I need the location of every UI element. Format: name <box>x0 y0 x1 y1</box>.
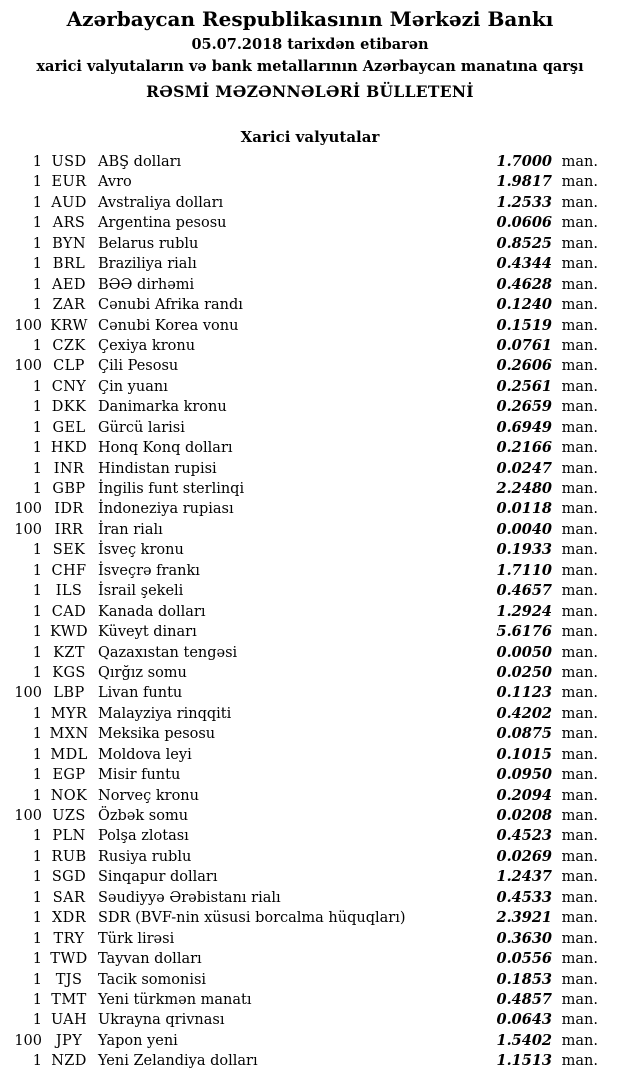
currency-code: SEK <box>52 542 86 559</box>
currency-name: Türk lirəsi <box>98 930 175 947</box>
currency-quantity: 1 <box>32 951 42 968</box>
rate-unit-label: man. <box>561 603 598 620</box>
rate-row-tmt <box>0 990 620 1010</box>
currency-code: UZS <box>52 808 86 824</box>
rate-value: 0.4533 <box>496 888 552 906</box>
rate-row-ils <box>0 581 620 601</box>
rate-unit-label: man. <box>561 848 598 865</box>
currency-quantity: 1 <box>32 828 42 845</box>
currency-name: Norveç kronu <box>98 787 199 804</box>
currency-name: Avro <box>98 174 132 191</box>
rate-row-cny <box>0 377 620 397</box>
rate-row-brl <box>0 254 620 274</box>
currency-name: Çili Pesosu <box>98 358 179 375</box>
rate-row-jpy <box>0 1031 620 1051</box>
rate-value: 0.0118 <box>496 500 552 518</box>
currency-code: KRW <box>50 317 88 334</box>
currency-quantity: 1 <box>32 1012 42 1029</box>
currency-code: ZAR <box>52 297 86 314</box>
rate-unit-label: man. <box>561 378 598 395</box>
bulletin-subtitle: xarici valyutaların və bank metallarının Azərbaycan manatına qarşı <box>36 58 584 75</box>
rate-row-usd <box>0 152 620 172</box>
currency-code: GEL <box>52 419 86 436</box>
currency-quantity: 1 <box>32 419 42 436</box>
rate-value: 0.0269 <box>496 847 552 865</box>
currency-name: Yapon yeni <box>98 1032 178 1049</box>
currency-name: Çin yuanı <box>98 378 168 395</box>
rate-unit-label: man. <box>561 930 598 947</box>
rate-value: 0.0761 <box>496 336 552 354</box>
rate-value: 0.4628 <box>496 275 552 293</box>
currency-name: Polşa zlotası <box>98 828 189 845</box>
rate-value: 0.0556 <box>496 950 552 968</box>
currency-quantity: 1 <box>32 726 42 743</box>
currency-quantity: 1 <box>32 194 42 211</box>
currency-code: DKK <box>51 399 87 416</box>
currency-name: Cənubi Korea vonu <box>98 317 239 334</box>
rate-row-cad <box>0 602 620 622</box>
currency-quantity: 1 <box>32 1053 42 1070</box>
currency-name: İsveç kronu <box>98 542 184 559</box>
rate-value: 0.4202 <box>496 704 552 722</box>
rate-value: 0.0250 <box>496 663 552 681</box>
bulletin-title: RƏSMİ MƏZƏNNƏLƏRİ BÜLLETENİ <box>146 82 474 101</box>
rate-unit-label: man. <box>561 481 598 497</box>
currency-quantity: 1 <box>32 297 42 314</box>
rate-unit-label: man. <box>561 726 598 743</box>
rate-row-hkd <box>0 438 620 458</box>
rate-value: 0.4344 <box>496 255 552 273</box>
rate-row-inr <box>0 459 620 479</box>
rate-value: 0.4523 <box>496 827 552 845</box>
rate-value: 2.2480 <box>496 480 552 497</box>
currency-name: Tayvan dolları <box>98 951 202 968</box>
currency-name: Cənubi Afrika randı <box>98 297 243 314</box>
currency-quantity: 1 <box>32 215 42 232</box>
currency-name: Belarus rublu <box>98 235 199 252</box>
currency-name: Misir funtu <box>98 767 181 784</box>
rate-row-xdr <box>0 908 620 928</box>
currency-quantity: 100 <box>14 1032 42 1049</box>
rate-unit-label: man. <box>561 889 598 906</box>
rate-row-rub <box>0 847 620 867</box>
currency-quantity: 100 <box>14 358 42 375</box>
currency-code: JPY <box>55 1032 83 1049</box>
currency-quantity: 100 <box>14 808 42 824</box>
currency-code: IRR <box>54 521 84 538</box>
rate-value: 5.6176 <box>496 623 552 641</box>
currency-name: Sinqapur dolları <box>98 869 218 886</box>
rate-value: 1.7110 <box>496 561 552 579</box>
currency-quantity: 1 <box>32 746 42 763</box>
currency-name: Qazaxıstan tengəsi <box>98 644 238 661</box>
rate-row-kgs <box>0 663 620 683</box>
rate-unit-label: man. <box>561 399 598 416</box>
currency-quantity: 1 <box>32 930 42 947</box>
rate-value: 1.7000 <box>496 153 552 170</box>
currency-quantity: 1 <box>32 889 42 906</box>
currency-quantity: 1 <box>32 971 42 988</box>
rate-row-mxn <box>0 724 620 744</box>
currency-code: ILS <box>55 583 83 600</box>
rate-unit-label: man. <box>561 562 598 579</box>
rate-value: 0.0643 <box>496 1011 552 1029</box>
currency-quantity: 1 <box>32 174 42 191</box>
currency-name: Qırğız somu <box>98 664 187 681</box>
rate-value: 0.0950 <box>496 766 552 784</box>
currency-name: BƏƏ dirhəmi <box>98 276 195 293</box>
rate-row-dkk <box>0 397 620 417</box>
currency-quantity: 1 <box>32 869 42 886</box>
currency-name: Honq Konq dolları <box>98 440 233 457</box>
rate-unit-label: man. <box>561 542 598 559</box>
currency-quantity: 1 <box>32 910 42 927</box>
rate-unit-label: man. <box>561 235 598 252</box>
rate-unit-label: man. <box>561 521 598 538</box>
currency-name: Avstraliya dolları <box>98 194 224 211</box>
rate-row-chf <box>0 561 620 581</box>
rate-row-krw <box>0 316 620 336</box>
rate-value: 1.2437 <box>496 868 552 886</box>
rate-value: 0.1853 <box>496 970 552 988</box>
rate-row-sek <box>0 540 620 560</box>
currency-name: Rusiya rublu <box>98 848 192 865</box>
rate-unit-label: man. <box>561 1032 598 1049</box>
rate-unit-label: man. <box>561 705 598 722</box>
rate-value: 0.2606 <box>496 357 552 375</box>
rate-row-kzt <box>0 643 620 663</box>
rate-row-clp <box>0 356 620 376</box>
currency-code: NZD <box>51 1053 87 1070</box>
currency-code: AED <box>52 276 86 293</box>
currency-name: Ukrayna qrivnası <box>98 1012 225 1029</box>
currency-quantity: 1 <box>32 440 42 457</box>
currency-quantity: 1 <box>32 378 42 395</box>
rate-value: 1.2533 <box>496 193 552 211</box>
rate-unit-label: man. <box>561 951 598 968</box>
rate-unit-label: man. <box>561 664 598 681</box>
rate-row-ars <box>0 213 620 233</box>
rate-row-kwd <box>0 622 620 642</box>
currency-quantity: 1 <box>32 991 42 1008</box>
rate-value: 0.0040 <box>496 520 552 538</box>
rate-row-tjs <box>0 970 620 990</box>
currency-name: Çexiya kronu <box>98 337 196 354</box>
rate-value: 0.3630 <box>496 929 552 947</box>
currency-code: KZT <box>53 644 85 661</box>
currency-code: TMT <box>51 991 87 1008</box>
rate-row-eur <box>0 172 620 192</box>
rate-row-idr <box>0 499 620 519</box>
rate-row-sgd <box>0 867 620 887</box>
rate-unit-label: man. <box>561 808 598 824</box>
currency-code: UAH <box>50 1012 88 1029</box>
currency-quantity: 100 <box>14 521 42 538</box>
rate-unit-label: man. <box>561 276 598 293</box>
rate-value: 0.1240 <box>496 296 552 314</box>
currency-name: Moldova leyi <box>98 746 192 763</box>
currency-quantity: 1 <box>32 481 42 497</box>
rate-unit-label: man. <box>561 787 598 804</box>
currency-name: SDR (BVF-nin xüsusi borcalma hüquqları) <box>98 910 406 927</box>
rate-unit-label: man. <box>561 419 598 436</box>
rate-unit-label: man. <box>561 910 598 927</box>
rate-value: 0.2166 <box>496 439 552 457</box>
rate-unit-label: man. <box>561 317 598 334</box>
rate-unit-label: man. <box>561 644 598 661</box>
currency-quantity: 1 <box>32 705 42 722</box>
currency-code: CLP <box>53 358 85 375</box>
rate-unit-label: man. <box>561 583 598 600</box>
rate-value: 0.1933 <box>496 541 552 559</box>
currency-name: Kanada dolları <box>98 603 206 620</box>
currency-quantity: 100 <box>14 501 42 518</box>
currency-name: Meksika pesosu <box>98 726 216 743</box>
rate-row-uah <box>0 1010 620 1030</box>
currency-name: Danimarka kronu <box>98 399 227 416</box>
currency-code: CZK <box>52 337 86 354</box>
rate-row-aed <box>0 275 620 295</box>
currency-quantity: 1 <box>32 644 42 661</box>
currency-code: INR <box>53 460 85 477</box>
rate-unit-label: man. <box>561 746 598 763</box>
rate-row-pln <box>0 826 620 846</box>
currency-name: İngilis funt sterlinqi <box>98 481 245 497</box>
rate-value: 0.1015 <box>496 745 552 763</box>
currency-quantity: 1 <box>32 542 42 559</box>
currency-code: TWD <box>50 951 88 968</box>
bulletin-header <box>0 8 620 101</box>
currency-code: RUB <box>51 848 87 865</box>
currency-code: SAR <box>52 889 86 906</box>
currency-quantity: 1 <box>32 154 42 170</box>
currency-name: İran rialı <box>98 521 163 538</box>
currency-quantity: 1 <box>32 848 42 865</box>
rate-value: 0.1123 <box>496 684 552 702</box>
rate-unit-label: man. <box>561 440 598 457</box>
rate-value: 0.2659 <box>496 398 552 416</box>
currency-code: SGD <box>51 869 87 886</box>
currency-name: Braziliya rialı <box>98 256 197 273</box>
rate-unit-label: man. <box>561 194 598 211</box>
rate-unit-label: man. <box>561 174 598 191</box>
rate-row-myr <box>0 704 620 724</box>
rate-value: 0.4857 <box>496 990 552 1008</box>
rate-unit-label: man. <box>561 501 598 518</box>
rate-unit-label: man. <box>561 685 598 702</box>
currency-name: Küveyt dinarı <box>98 624 197 641</box>
currency-code: USD <box>51 154 87 170</box>
rate-value: 0.4657 <box>496 582 552 600</box>
currency-quantity: 1 <box>32 767 42 784</box>
currency-code: IDR <box>54 501 84 518</box>
rate-row-try <box>0 929 620 949</box>
currency-quantity: 1 <box>32 337 42 354</box>
rate-value: 0.2094 <box>496 786 552 804</box>
currency-name: Özbək somu <box>98 808 189 824</box>
currency-code: NOK <box>50 787 88 804</box>
rate-row-lbp <box>0 683 620 703</box>
rate-unit-label: man. <box>561 971 598 988</box>
currency-code: MXN <box>49 726 89 743</box>
rate-unit-label: man. <box>561 828 598 845</box>
rate-row-uzs <box>0 806 620 826</box>
rate-row-gel <box>0 418 620 438</box>
currency-code: EUR <box>51 174 87 191</box>
currency-quantity: 1 <box>32 562 42 579</box>
currency-name: Yeni türkmən manatı <box>98 991 252 1008</box>
rate-row-byn <box>0 234 620 254</box>
rate-row-zar <box>0 295 620 315</box>
currency-quantity: 1 <box>32 399 42 416</box>
currency-name: Tacik somonisi <box>98 971 207 988</box>
currency-code: ARS <box>52 215 86 232</box>
currency-code: KGS <box>52 664 86 681</box>
currency-code: MYR <box>50 705 88 722</box>
currency-code: XDR <box>51 910 87 927</box>
rate-value: 0.0875 <box>496 725 552 743</box>
currency-name: Malayziya rinqqiti <box>98 705 232 722</box>
rate-value: 1.1513 <box>496 1052 552 1070</box>
currency-code: TJS <box>55 971 83 988</box>
currency-code: BRL <box>52 256 86 273</box>
rate-unit-label: man. <box>561 767 598 784</box>
currency-code: PLN <box>52 828 86 845</box>
rate-value: 0.0247 <box>496 459 552 477</box>
rate-value: 1.5402 <box>496 1031 552 1049</box>
rate-value: 0.1519 <box>496 316 552 334</box>
currency-quantity: 1 <box>32 460 42 477</box>
currency-name: İsrail şekeli <box>98 583 184 600</box>
currency-quantity: 1 <box>32 256 42 273</box>
rate-unit-label: man. <box>561 1012 598 1029</box>
rate-row-sar <box>0 888 620 908</box>
currency-quantity: 100 <box>14 317 42 334</box>
currency-quantity: 1 <box>32 583 42 600</box>
rate-row-nok <box>0 786 620 806</box>
currency-name: ABŞ dolları <box>98 154 182 170</box>
currency-name: Gürcü larisi <box>98 419 185 436</box>
currency-code: BYN <box>52 235 86 252</box>
currency-code: KWD <box>49 624 89 641</box>
rate-row-irr <box>0 520 620 540</box>
rate-unit-label: man. <box>561 1053 598 1070</box>
rate-unit-label: man. <box>561 869 598 886</box>
currency-code: CAD <box>51 603 87 620</box>
rate-unit-label: man. <box>561 624 598 641</box>
currency-code: CNY <box>51 378 87 395</box>
currency-name: İndoneziya rupiası <box>98 501 234 518</box>
currency-name: Səudiyyə Ərəbistanı rialı <box>98 889 281 906</box>
rate-row-czk <box>0 336 620 356</box>
rate-value: 0.8525 <box>496 234 552 252</box>
rate-value: 0.6949 <box>496 418 552 436</box>
rate-row-egp <box>0 765 620 785</box>
currency-quantity: 1 <box>32 664 42 681</box>
rate-value: 0.0050 <box>496 643 552 661</box>
currency-name: İsveçrə frankı <box>98 562 200 579</box>
currency-code: AUD <box>51 194 87 211</box>
currency-quantity: 1 <box>32 787 42 804</box>
rate-unit-label: man. <box>561 337 598 354</box>
currency-code: GBP <box>52 481 86 497</box>
rate-row-twd <box>0 949 620 969</box>
effective-date-line: 05.07.2018 tarixdən etibarən <box>191 36 429 53</box>
rate-unit-label: man. <box>561 991 598 1008</box>
currency-quantity: 1 <box>32 603 42 620</box>
rate-unit-label: man. <box>561 358 598 375</box>
currency-name: Hindistan rupisi <box>98 460 217 477</box>
rate-value: 2.3921 <box>496 909 552 927</box>
rate-row-nzd <box>0 1051 620 1071</box>
rate-value: 1.2924 <box>496 602 552 620</box>
rate-value: 1.9817 <box>496 173 552 191</box>
currency-code: CHF <box>51 562 87 579</box>
currency-name: Argentina pesosu <box>98 215 227 232</box>
rate-row-mdl <box>0 745 620 765</box>
rate-row-aud <box>0 193 620 213</box>
currency-code: TRY <box>53 930 85 947</box>
currency-name: Yeni Zelandiya dolları <box>98 1053 258 1070</box>
rate-value: 0.0208 <box>496 807 552 824</box>
rate-unit-label: man. <box>561 215 598 232</box>
rate-value: 0.0606 <box>496 214 552 232</box>
currency-code: LBP <box>53 685 85 702</box>
bank-title: Azərbaycan Respublikasının Mərkəzi Bankı <box>66 7 554 31</box>
rate-row-gbp <box>0 479 620 499</box>
rate-unit-label: man. <box>561 460 598 477</box>
currency-quantity: 1 <box>32 235 42 252</box>
currency-quantity: 100 <box>14 685 42 702</box>
currency-code: EGP <box>52 767 86 784</box>
currency-code: HKD <box>50 440 88 457</box>
rate-unit-label: man. <box>561 256 598 273</box>
section-title-foreign-currencies: Xarici valyutalar <box>240 128 380 146</box>
exchange-rates-table <box>0 152 620 1072</box>
currency-quantity: 1 <box>32 624 42 641</box>
rate-unit-label: man. <box>561 297 598 314</box>
currency-code: MDL <box>50 746 88 763</box>
currency-name: Livan funtu <box>98 685 183 702</box>
rate-unit-label: man. <box>561 154 598 170</box>
currency-quantity: 1 <box>32 276 42 293</box>
rate-value: 0.2561 <box>496 377 552 395</box>
